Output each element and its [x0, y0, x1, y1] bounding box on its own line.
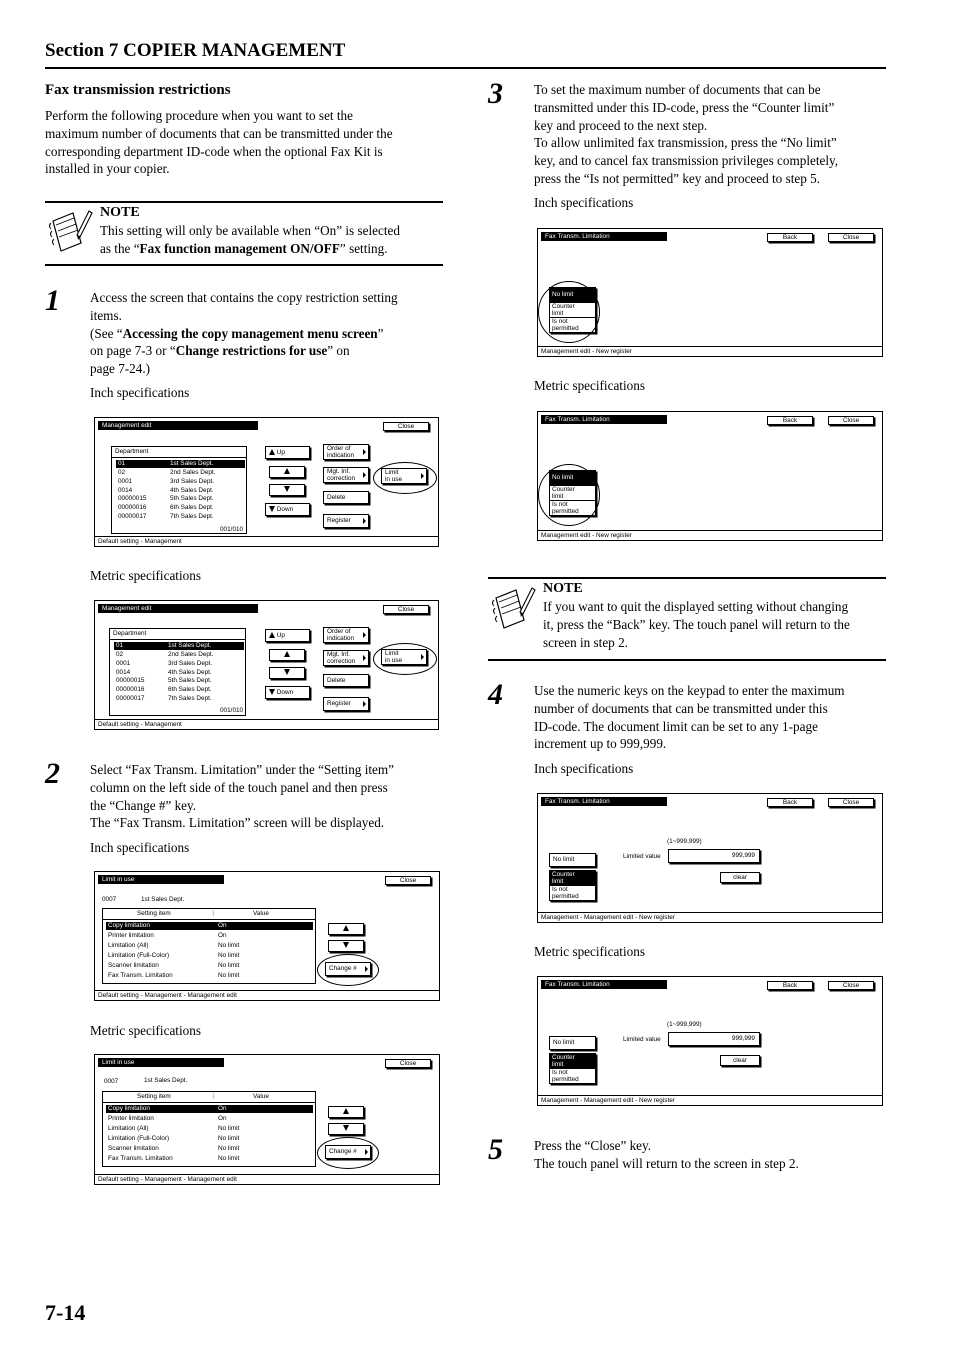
section-title: Section 7 COPIER MANAGEMENT: [45, 40, 346, 61]
clear-button[interactable]: clear: [720, 1055, 760, 1066]
clear-button[interactable]: clear: [720, 872, 760, 883]
status-bar: Management - Management edit - New register: [538, 912, 882, 922]
order-of-indication-button[interactable]: Order of indication: [323, 627, 369, 643]
intro-line: installed in your copier.: [45, 161, 170, 177]
no-limit-button[interactable]: No limit: [550, 471, 595, 486]
limit-in-use-screen: [94, 871, 440, 1001]
status-bar: Management edit - New register: [538, 346, 882, 356]
note-emphasis: Fax function management ON/OFF: [139, 240, 340, 256]
up-arrow-icon: [269, 632, 275, 638]
scroll-down-button[interactable]: [269, 667, 305, 679]
status-bar: Default setting - Management: [95, 719, 438, 729]
back-button[interactable]: Back: [767, 416, 813, 425]
note-bottom-rule: [488, 659, 886, 661]
close-button[interactable]: Close: [385, 1059, 431, 1068]
note-pencil-icon: [47, 207, 93, 257]
value-range: (1~999,999): [667, 1021, 702, 1028]
department-list: [109, 628, 246, 716]
fax-limitation-screen: [537, 411, 883, 541]
fax-limit-value-screen: [537, 793, 883, 923]
department-code: 0007: [102, 896, 117, 903]
value-range: (1~999,999): [667, 838, 702, 845]
down-arrow-icon: [269, 506, 275, 512]
spec-label: Metric specifications: [534, 944, 645, 959]
counter-limit-button[interactable]: Counter limit: [550, 486, 595, 501]
step-4-text: Use the numeric keys on the keypad to enter the maximum number of documents that can be transmitted under this ID-code. The document limit can be set to any 1-page increment up to 999,999.: [534, 683, 845, 752]
column-header: Value: [253, 910, 269, 917]
column-header: Setting item: [137, 1093, 171, 1100]
department-label: Department: [113, 630, 147, 637]
up-arrow-icon: [284, 468, 290, 474]
screen-title: Limit in use: [98, 875, 224, 884]
close-button[interactable]: Close: [828, 798, 874, 807]
table-row[interactable]: 00000016 6th Sales Dept.: [116, 686, 212, 693]
scroll-up-button[interactable]: [328, 1106, 364, 1118]
down-arrow-icon: [284, 669, 290, 675]
table-row[interactable]: 01 1st Sales Dept.: [114, 642, 244, 650]
department-list: [111, 446, 247, 534]
note-title: NOTE: [100, 205, 140, 220]
scroll-down-button[interactable]: [328, 940, 364, 952]
page-indicator: 001/010: [220, 526, 244, 533]
table-row[interactable]: 00000015 5th Sales Dept.: [116, 677, 212, 684]
order-of-indication-button[interactable]: Order of indication: [323, 444, 369, 460]
note-bottom-rule: [45, 264, 443, 266]
down-button[interactable]: Down: [265, 686, 310, 699]
screen-title: Management edit: [98, 421, 258, 430]
table-row[interactable]: Fax Transm. Limitation No limit: [108, 1155, 240, 1162]
counter-limit-button[interactable]: Counter limit: [550, 303, 595, 318]
up-arrow-icon: [343, 925, 349, 931]
note-top-rule: [45, 201, 443, 203]
scroll-up-button[interactable]: [328, 923, 364, 935]
department-label: Department: [115, 448, 149, 455]
department-code: 0007: [104, 1078, 119, 1085]
close-button[interactable]: Close: [385, 876, 431, 885]
mgt-inf-correction-button[interactable]: Mgt. Inf. correction: [323, 650, 369, 666]
step-1-text: Access the screen that contains the copy restriction setting items. (See “Accessing the copy management menu screen” on page 7-3 or “Change restrictions for use” on page 7-24.): [90, 290, 398, 377]
limit-option-group: [549, 1053, 596, 1084]
column-header: Value: [253, 1093, 269, 1100]
step-number: 5: [488, 1133, 503, 1166]
fax-limit-value-screen: [537, 976, 883, 1106]
no-limit-button[interactable]: No limit: [549, 853, 596, 867]
close-button[interactable]: Close: [828, 981, 874, 990]
down-button[interactable]: Down: [265, 503, 310, 516]
limited-value-label: Limited value: [623, 1036, 661, 1043]
step-number: 3: [488, 77, 503, 110]
table-row[interactable]: Limitation (All) No limit: [108, 942, 240, 949]
table-row[interactable]: 02 2nd Sales Dept.: [118, 469, 216, 476]
scroll-down-button[interactable]: [328, 1123, 364, 1135]
department-name: 1st Sales Dept.: [144, 1077, 188, 1084]
spec-label: Metric specifications: [90, 568, 201, 583]
table-row[interactable]: Limitation (Full-Color) No limit: [108, 1135, 240, 1142]
mgt-inf-correction-button[interactable]: Mgt. Inf. correction: [323, 467, 369, 483]
close-button[interactable]: Close: [828, 416, 874, 425]
table-row[interactable]: 00000017 7th Sales Dept.: [116, 695, 212, 702]
screen-title: Management edit: [98, 604, 258, 613]
spec-label: Inch specifications: [534, 195, 634, 210]
table-row[interactable]: 00000017 7th Sales Dept.: [118, 513, 214, 520]
counter-limit-button[interactable]: Counter limit: [550, 871, 595, 886]
limit-option-group: [549, 287, 596, 333]
limit-in-use-button[interactable]: Limit in use: [381, 649, 427, 665]
scroll-down-button[interactable]: [269, 484, 305, 496]
page-indicator: 001/010: [220, 707, 244, 714]
note-top-rule: [488, 577, 886, 579]
table-row[interactable]: Copy limitation On: [106, 922, 313, 930]
column-header: Setting item: [137, 910, 171, 917]
limit-in-use-screen: [94, 1054, 440, 1185]
table-row[interactable]: Limitation (Full-Color) No limit: [108, 952, 240, 959]
delete-button[interactable]: Delete: [323, 491, 369, 504]
step-5-text: Press the “Close” key. The touch panel will return to the screen in step 2.: [534, 1138, 799, 1171]
table-row[interactable]: 0001 3rd Sales Dept.: [116, 660, 213, 667]
delete-button[interactable]: Delete: [323, 674, 369, 687]
register-button[interactable]: Register: [323, 514, 369, 528]
table-row[interactable]: 0014 4th Sales Dept.: [116, 669, 212, 676]
step-number: 4: [488, 678, 503, 711]
table-row[interactable]: 0001 3rd Sales Dept.: [118, 478, 215, 485]
limit-option-group: [549, 470, 596, 516]
limit-option-group: [549, 870, 596, 901]
not-permitted-button[interactable]: Is not permitted: [552, 1069, 579, 1083]
screen-title: Limit in use: [98, 1058, 224, 1067]
back-button[interactable]: Back: [767, 798, 813, 807]
table-row[interactable]: Copy limitation On: [106, 1105, 313, 1113]
title-rule: [45, 67, 886, 69]
step-number: 2: [45, 757, 60, 790]
settings-table: Setting item ⋮ Value Copy limitation On Printer limitation On Limitation (All) No limit Limitation (Full-Color) No limit Scanner limitation No limit Fax Transm. Limitation No limit: [102, 908, 316, 984]
scroll-up-button[interactable]: [269, 649, 305, 661]
down-arrow-icon: [269, 689, 275, 695]
note-pencil-icon: [490, 584, 536, 634]
screen-title: Fax Transm. Limitation: [541, 980, 667, 989]
table-row[interactable]: Scanner limitation No limit: [108, 1145, 240, 1152]
intro-line: Perform the following procedure when you want to set the: [45, 108, 353, 123]
spec-label: Inch specifications: [90, 385, 190, 400]
intro-line: corresponding department ID-code when the optional Fax Kit is: [45, 143, 383, 159]
table-row[interactable]: Fax Transm. Limitation No limit: [108, 972, 240, 979]
table-row[interactable]: 00000015 5th Sales Dept.: [118, 495, 214, 502]
status-bar: Default setting - Management: [95, 536, 438, 546]
subheading: Fax transmission restrictions: [45, 82, 231, 98]
spec-label: Inch specifications: [90, 840, 190, 855]
table-row[interactable]: 00000016 6th Sales Dept.: [118, 504, 214, 511]
no-limit-button[interactable]: No limit: [549, 1036, 596, 1050]
scroll-up-button[interactable]: [269, 466, 305, 478]
no-limit-button[interactable]: No limit: [550, 288, 595, 303]
intro-paragraph: [45, 107, 393, 178]
up-button[interactable]: Up: [265, 629, 310, 642]
up-arrow-icon: [343, 1108, 349, 1114]
down-arrow-icon: [284, 486, 290, 492]
screen-title: Fax Transm. Limitation: [541, 232, 667, 241]
spec-label: Inch specifications: [534, 761, 634, 776]
step-2-text: Select “Fax Transm. Limitation” under the “Setting item” column on the left side of the touch panel and then press the “Change #” key. The “Fax Transm. Limitation” screen will be displayed.: [90, 762, 394, 831]
screen-title: Fax Transm. Limitation: [541, 415, 667, 424]
up-button[interactable]: Up: [265, 446, 310, 459]
limited-value-field[interactable]: 999,999: [668, 849, 760, 863]
register-button[interactable]: Register: [323, 697, 369, 711]
page-number: 7-14: [45, 1300, 86, 1325]
close-button[interactable]: Close: [828, 233, 874, 242]
limited-value-label: Limited value: [623, 853, 661, 860]
down-arrow-icon: [343, 1125, 349, 1131]
step-3-text: To set the maximum number of documents that can be transmitted under this ID-code, press the “Counter limit” key and proceed to the next step. To allow unlimited fax transmission, press the “No limit” key, and to cancel fax transmission privileges completely, press the “Is not permitted” key and proceed to step 5.: [534, 82, 839, 186]
not-permitted-button[interactable]: Is not permitted: [552, 501, 579, 515]
note-title: NOTE: [543, 581, 583, 596]
table-row[interactable]: 0014 4th Sales Dept.: [118, 487, 214, 494]
table-row[interactable]: Limitation (All) No limit: [108, 1125, 240, 1132]
fax-limitation-screen: [537, 228, 883, 357]
change-number-button[interactable]: Change #: [325, 962, 371, 976]
table-row[interactable]: 02 2nd Sales Dept.: [116, 651, 214, 658]
note-text: This setting will only be available when “On” is selected as the “Fax function management ON/OFF” setting.: [100, 223, 400, 256]
down-arrow-icon: [343, 942, 349, 948]
back-button[interactable]: Back: [767, 981, 813, 990]
back-button[interactable]: Back: [767, 233, 813, 242]
table-row[interactable]: Scanner limitation No limit: [108, 962, 240, 969]
table-row[interactable]: Printer limitation On: [108, 932, 227, 939]
status-bar: Management edit - New register: [538, 530, 882, 540]
change-number-button[interactable]: Change #: [325, 1145, 371, 1159]
settings-table: Setting item ⋮ Value Copy limitation On Printer limitation On Limitation (All) No limit Limitation (Full-Color) No limit Scanner limitation No limit Fax Transm. Limitation No limit: [102, 1091, 316, 1167]
limited-value-field[interactable]: 999,999: [668, 1032, 760, 1046]
limit-in-use-button[interactable]: Limit in use: [381, 468, 427, 484]
department-name: 1st Sales Dept.: [141, 896, 185, 903]
spec-label: Metric specifications: [90, 1023, 201, 1038]
intro-line: maximum number of documents that can be transmitted under the: [45, 125, 393, 141]
up-arrow-icon: [269, 449, 275, 455]
screen-title: Fax Transm. Limitation: [541, 797, 667, 806]
step-number: 1: [45, 284, 60, 317]
table-row[interactable]: 01 1st Sales Dept.: [116, 460, 245, 468]
status-bar: Default setting - Management - Management edit: [95, 1174, 439, 1184]
up-arrow-icon: [284, 651, 290, 657]
status-bar: Management - Management edit - New register: [538, 1095, 882, 1105]
not-permitted-button[interactable]: Is not permitted: [552, 886, 579, 900]
note-text: If you want to quit the displayed setting without changing it, press the “Back” key. The touch panel will return to the screen in step 2.: [543, 599, 850, 650]
spec-label: Metric specifications: [534, 378, 645, 393]
close-button[interactable]: Close: [383, 422, 429, 431]
counter-limit-button[interactable]: Counter limit: [550, 1054, 595, 1069]
status-bar: Default setting - Management - Management edit: [95, 990, 439, 1000]
table-row[interactable]: Printer limitation On: [108, 1115, 227, 1122]
close-button[interactable]: Close: [383, 605, 429, 614]
not-permitted-button[interactable]: Is not permitted: [552, 318, 579, 332]
management-edit-screen: [94, 600, 439, 730]
management-edit-screen: [94, 417, 439, 547]
